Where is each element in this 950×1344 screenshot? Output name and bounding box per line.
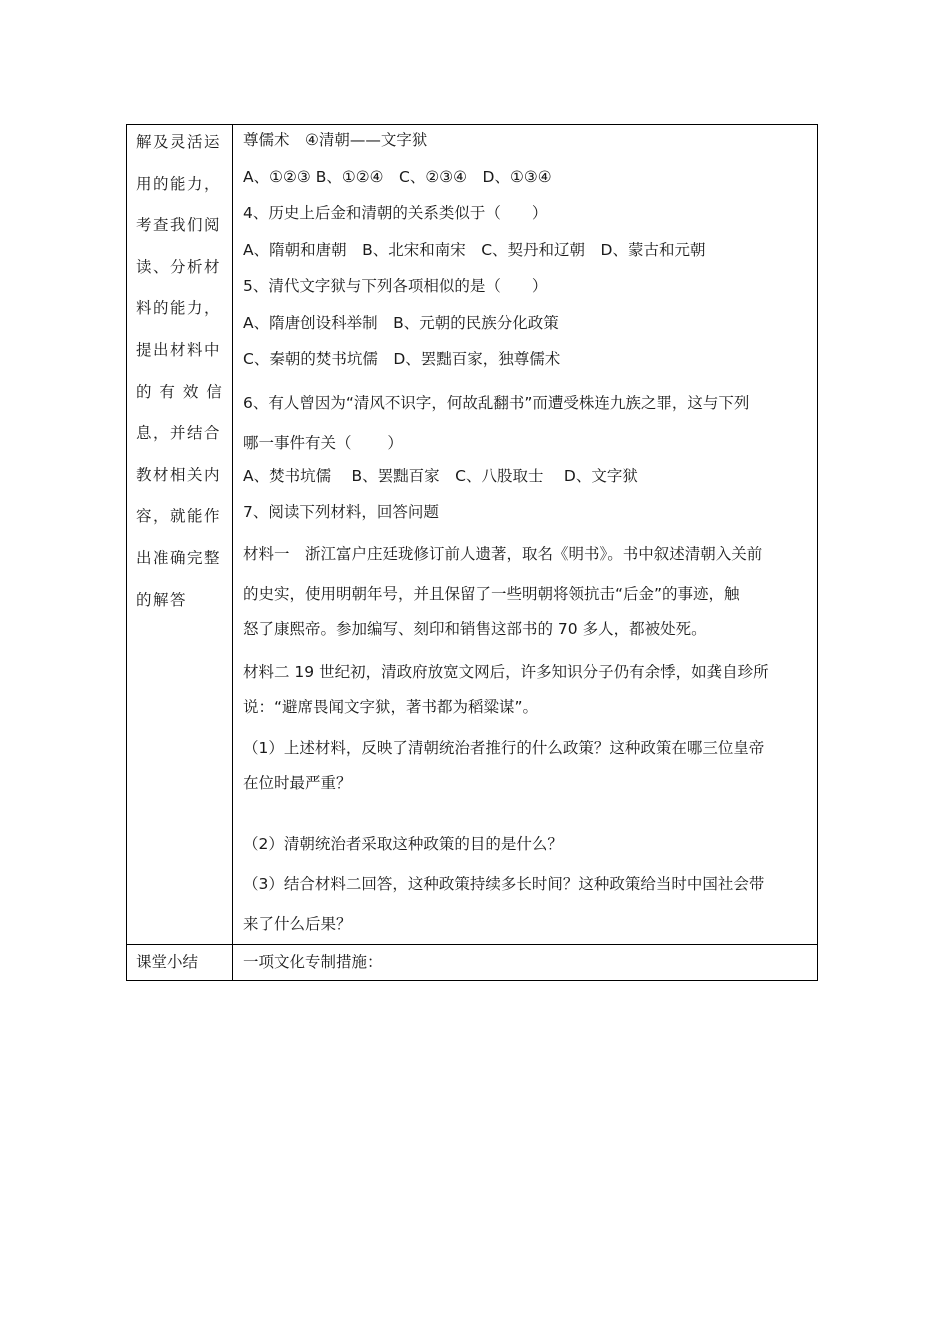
objective-line: 出准确完整	[136, 548, 222, 567]
question-line: A、焚书坑儒 B、罢黜百家 C、八股取士 D、文字狱	[243, 466, 638, 485]
objective-line: 息，并结合	[136, 424, 222, 443]
summary-content-cell	[233, 945, 818, 981]
objective-line: 读、分析材	[136, 257, 222, 276]
objective-line: 考查我们阅	[136, 216, 222, 235]
objective-line: 的 有 效 信	[136, 382, 224, 401]
question-line: 来了什么后果？	[243, 915, 352, 933]
objective-line: 教材相关内	[136, 465, 222, 484]
objective-line: 提出材料中	[136, 340, 222, 359]
objective-line: 解及灵活运	[136, 133, 222, 151]
question-line: 说：“避席畏闻文字狱，著书都为稻粱谋”。	[243, 697, 539, 716]
content-row	[127, 125, 818, 945]
objective-line: 用的能力，	[136, 174, 222, 193]
question-line: 材料一 浙江富户庄廷珑修订前人遗著，取名《明书》。书中叙述清朝入关前	[243, 544, 763, 563]
question-line: A、①②③ B、①②④ C、②③④ D、①③④	[243, 167, 552, 186]
question-line: 的史实，使用明朝年号，并且保留了一些明朝将领抗击“后金”的事迹，触	[243, 584, 740, 603]
question-line: 6、有人曾因为“清风不识字，何故乱翻书”而遭受株连九族之罪，这与下列	[243, 393, 750, 412]
summary-label-cell	[127, 945, 233, 981]
objective-line: 容，就能作	[136, 507, 222, 526]
objective-line: 的解答	[136, 590, 188, 609]
question-line: 尊儒术 ④清朝——文字狱	[243, 131, 428, 149]
questions-cell	[233, 125, 818, 945]
objective-text	[127, 122, 232, 621]
question-line: 材料二 19 世纪初，清政府放宽文网后，许多知识分子仍有余悸，如龚自珍所	[243, 662, 769, 681]
summary-label: 课堂小结	[136, 953, 199, 971]
question-line: （2）清朝统治者采取这种政策的目的是什么？	[243, 835, 563, 853]
worksheet-table	[126, 124, 818, 981]
question-line: C、秦朝的焚书坑儒 D、罢黜百家，独尊儒术	[243, 350, 561, 368]
question-line: A、隋唐创设科举制 B、元朝的民族分化政策	[243, 313, 559, 332]
question-line: 7、阅读下列材料，回答问题	[243, 503, 439, 521]
question-line: （1）上述材料，反映了清朝统治者推行的什么政策？这种政策在哪三位皇帝	[243, 739, 765, 757]
objective-line: 料的能力，	[136, 299, 222, 318]
summary-row	[127, 945, 818, 981]
objective-cell	[127, 125, 233, 945]
question-line: 5、清代文字狱与下列各项相似的是（ ）	[243, 277, 548, 295]
question-line: 在位时最严重？	[243, 774, 352, 792]
question-line: 哪一事件有关（ ）	[243, 433, 403, 452]
summary-content: 一项文化专制措施：	[243, 953, 383, 971]
question-line: （3）结合材料二回答，这种政策持续多长时间？这种政策给当时中国社会带	[243, 875, 765, 893]
question-line: A、隋朝和唐朝 B、北宋和南宋 C、契丹和辽朝 D、蒙古和元朝	[243, 240, 706, 259]
questions-text	[233, 125, 817, 944]
question-line: 4、历史上后金和清朝的关系类似于（ ）	[243, 204, 548, 222]
question-line: 怒了康熙帝。参加编写、刻印和销售这部书的 70 多人，都被处死。	[243, 619, 707, 638]
